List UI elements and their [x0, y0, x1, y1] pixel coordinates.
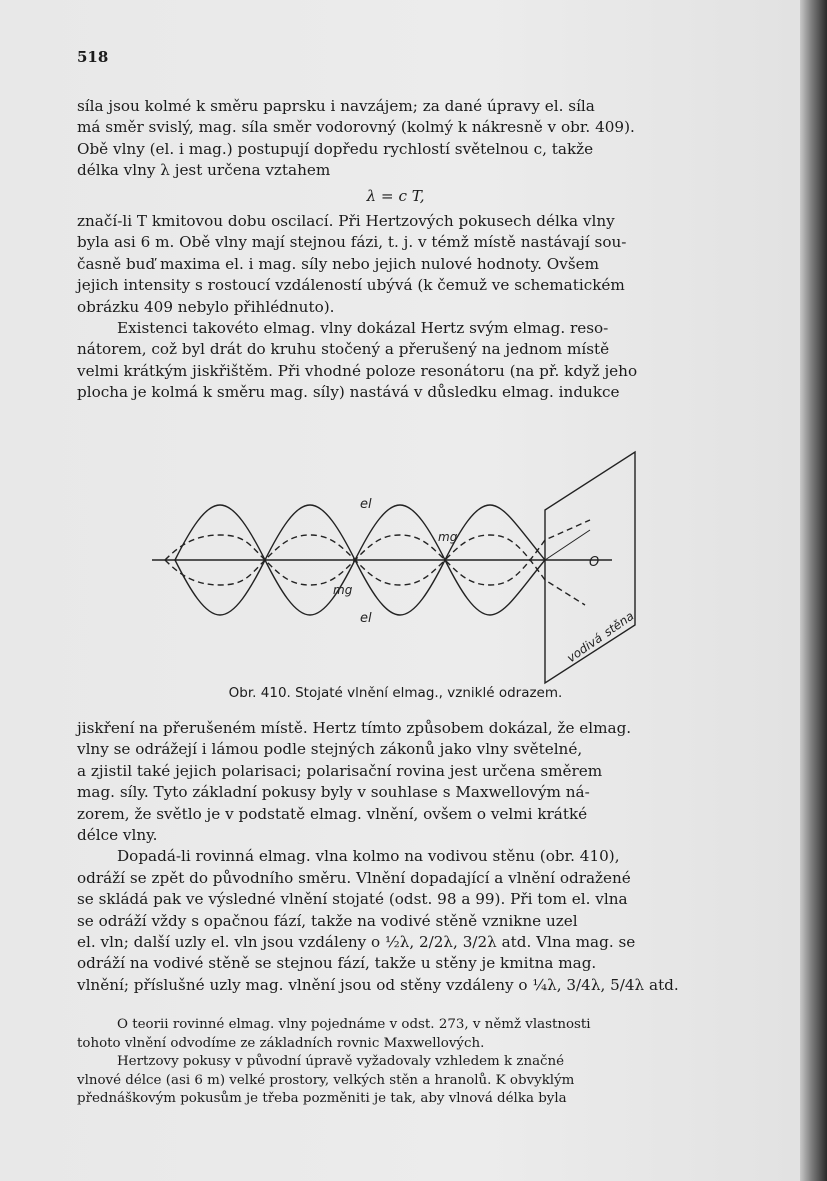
text-line: tohoto vlnění odvodíme ze základních rovnic Maxwellových.: [77, 1035, 485, 1051]
text-line: síla jsou kolmé k směru paprsku i navzájem; za dané úpravy el. síla: [77, 97, 595, 115]
text-line: délce vlny.: [77, 826, 158, 845]
text-line: el. vln; další uzly el. vln jsou vzdáleny o ½λ, 2/2λ, 3/2λ atd. Vlna mag. se: [77, 933, 636, 952]
label-el-top: el: [360, 497, 372, 512]
text-line: se odráží vždy s opačnou fází, takže na vodivé stěně vznikne uzel: [77, 911, 578, 930]
text-line: a zjistil také jejich polarisaci; polarisační rovina jest určena směrem: [77, 761, 603, 780]
label-wall-word2: stěna: [601, 608, 637, 640]
label-origin: O: [589, 555, 600, 570]
text-line: byla asi 6 m. Obě vlny mají stejnou fázi, t. j. v témž místě nastávají sou-: [77, 233, 627, 252]
text-line: Dopadá-li rovinná elmag. vlna kolmo na vodivou stěnu (obr. 410),: [117, 847, 620, 866]
text-line: zorem, že světlo je v podstatě elmag. vlnění, ovšem o velmi krátké: [77, 804, 588, 823]
text-line: Hertzovy pokusy v původní úpravě vyžadovaly vzhledem k značné: [117, 1054, 565, 1070]
text-line: značí-li T kmitovou dobu oscilací. Při Hertzových pokusech délka vlny: [77, 212, 615, 231]
label-mg-bottom: mg: [333, 583, 353, 597]
formula-lambda: λ = c T,: [366, 186, 425, 205]
magnetic-wave-envelope-1: [165, 520, 590, 585]
text-line: O teorii rovinné elmag. vlny pojednáme v odst. 273, v němž vlastnosti: [117, 1017, 591, 1032]
text-block-bottom: [77, 718, 714, 996]
text-line: délka vlny λ jest určena vztahem: [77, 161, 331, 180]
label-mg-top: mg: [438, 530, 458, 544]
figure-caption: Obr. 410. Stojaté vlnění elmag., vzniklé odrazem.: [228, 685, 563, 701]
text-line: obrázku 409 nebylo přihlédnuto).: [77, 297, 335, 316]
text-line: jejich intensity s rostoucí vzdáleností ubývá (k čemuž ve schematickém: [77, 276, 625, 295]
text-line: Obě vlny (el. i mag.) postupují dopředu rychlostí světelnou c, takže: [77, 139, 594, 158]
text-block-top: [77, 96, 714, 404]
standing-wave-figure: [150, 440, 670, 685]
wall-axis-line: [545, 530, 590, 560]
text-line: Existenci takovéto elmag. vlny dokázal Hertz svým elmag. reso-: [117, 319, 609, 338]
text-line: vlnové délce (asi 6 m) velké prostory, velkých stěn a hranolů. K obvyklým: [77, 1072, 575, 1088]
text-line: časně buď maxima el. i mag. síly nebo jejich nulové hodnoty. Ovšem: [77, 254, 600, 273]
text-block-small: [77, 1016, 714, 1109]
page-number: 518: [77, 48, 109, 66]
text-line: vlny se odrážejí i lámou podle stejných zákonů jako vlny světelné,: [77, 740, 583, 759]
text-line: přednáškovým pokusům je třeba pozměniti je tak, aby vlnová délka byla: [77, 1091, 567, 1107]
text-line: se skládá pak ve výsledné vlnění stojaté (odst. 98 a 99). Při tom el. vlna: [77, 890, 628, 909]
label-wall-word1: vodivá: [564, 630, 605, 666]
text-line: má směr svislý, mag. síla směr vodorovný (kolmý k nákresně v obr. 409).: [77, 118, 635, 137]
label-el-bottom: el: [360, 611, 372, 626]
text-line: odráží se zpět do původního směru. Vlnění dopadající a vlnění odražené: [77, 868, 631, 887]
text-line: mag. síly. Tyto základní pokusy byly v souhlase s Maxwellovým ná-: [77, 783, 590, 802]
text-line: nátorem, což byl drát do kruhu stočený a přerušený na jednom místě: [77, 340, 610, 359]
text-line: jiskření na přerušeném místě. Hertz tímto způsobem dokázal, že elmag.: [77, 719, 632, 737]
text-line: plocha je kolmá k směru mag. síly) nastává v důsledku elmag. indukce: [77, 383, 620, 402]
text-line: velmi krátkým jiskřištěm. Při vhodné poloze resonátoru (na př. když jeho: [77, 361, 638, 380]
book-spine-shadow: [800, 0, 827, 1181]
text-line: vlnění; příslušné uzly mag. vlnění jsou od stěny vzdáleny o ¼λ, 3/4λ, 5/4λ atd.: [77, 975, 679, 994]
text-line: odráží na vodivé stěně se stejnou fází, takže u stěny je kmitna mag.: [77, 954, 597, 973]
